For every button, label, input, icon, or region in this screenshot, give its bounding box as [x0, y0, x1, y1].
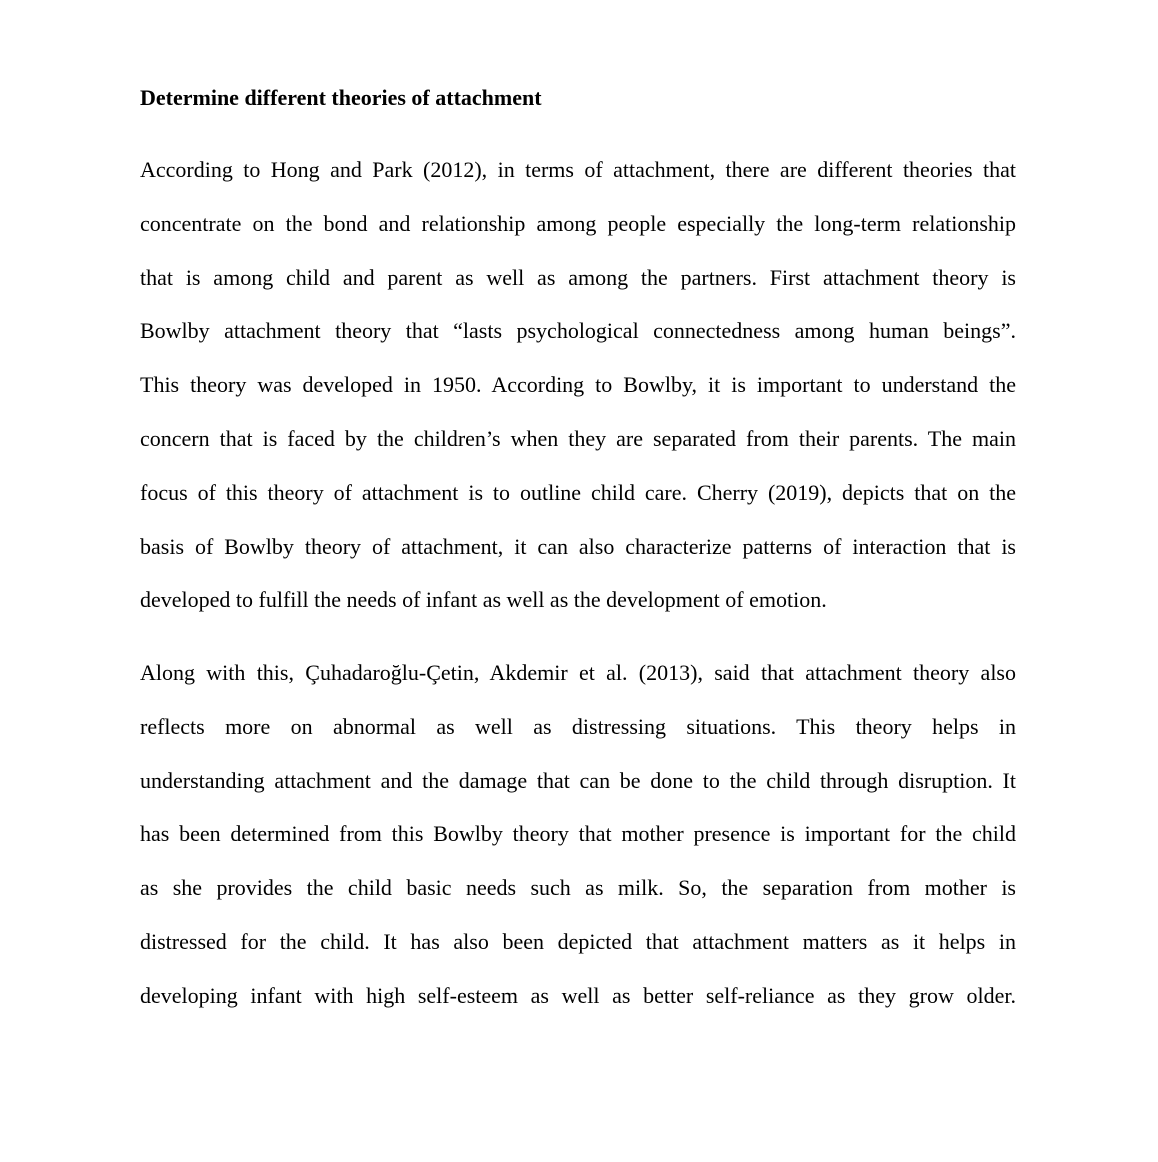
- paragraph-line: has been determined from this Bowlby theory that mother presence is important for the child: [140, 821, 1016, 847]
- paragraph-line: as she provides the child basic needs such as milk. So, the separation from mother is: [140, 875, 1016, 901]
- paragraph-line: concern that is faced by the children’s when they are separated from their parents. The main: [140, 425, 1016, 451]
- paragraph-line: Bowlby attachment theory that “lasts psychological connectedness among human beings”.: [140, 318, 1016, 344]
- paragraph-line: concentrate on the bond and relationship among people especially the long-term relationship: [140, 210, 1016, 236]
- paragraph-line: focus of this theory of attachment is to outline child care. Cherry (2019), depicts that on the: [140, 479, 1016, 505]
- paragraph-line: According to Hong and Park (2012), in terms of attachment, there are different theories that: [140, 157, 1016, 182]
- paragraph-line: developed to fulfill the needs of infant as well as the development of emotion.: [140, 587, 827, 613]
- paragraph-line: Along with this, Çuhadaroğlu-Çetin, Akdemir et al. (2013), said that attachment theory also: [140, 660, 1016, 685]
- section-heading: Determine different theories of attachment: [140, 85, 542, 110]
- paragraph-line: basis of Bowlby theory of attachment, it can also characterize patterns of interaction that is: [140, 533, 1016, 559]
- paragraph-1: [140, 143, 1016, 627]
- paragraph-line: reflects more on abnormal as well as distressing situations. This theory helps in: [140, 713, 1016, 739]
- paragraph-line: understanding attachment and the damage that can be done to the child through disruption. It: [140, 767, 1016, 793]
- paragraph-line: that is among child and parent as well as among the partners. First attachment theory is: [140, 264, 1016, 290]
- paragraph-2: [140, 646, 1016, 1023]
- paragraph-line: This theory was developed in 1950. According to Bowlby, it is important to understand the: [140, 372, 1016, 398]
- paragraph-line: distressed for the child. It has also been depicted that attachment matters as it helps in: [140, 928, 1016, 954]
- paragraph-line: developing infant with high self-esteem as well as better self-reliance as they grow older.: [140, 982, 1016, 1008]
